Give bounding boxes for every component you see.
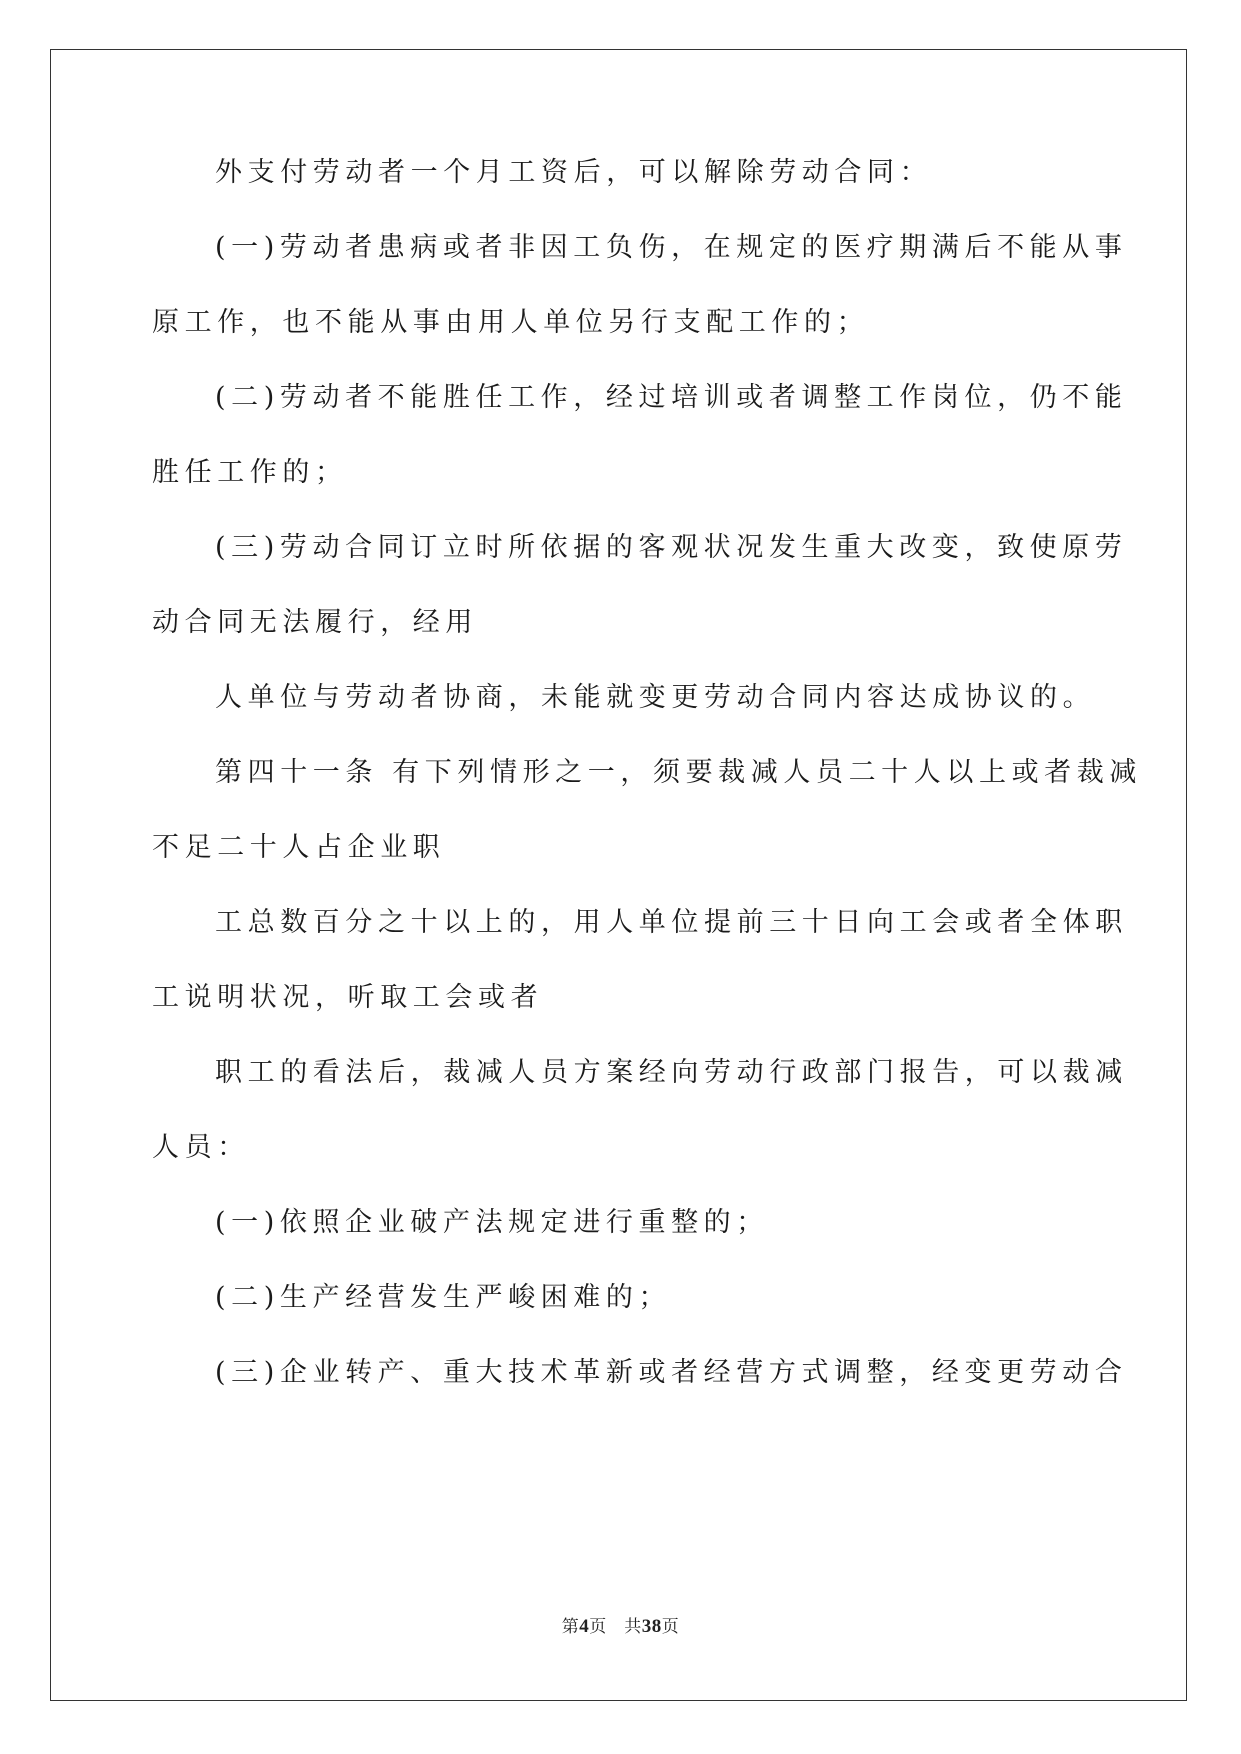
paragraph-line: (二)生产经营发生严峻困难的；	[215, 1282, 672, 1313]
paragraph-line: (二)劳动者不能胜任工作，经过培训或者调整工作岗位，仍不能	[215, 382, 1128, 413]
paragraph-line: 胜任工作的；	[152, 457, 348, 488]
page-prefix: 第	[561, 1617, 580, 1637]
paragraph-line: 人员：	[152, 1132, 250, 1163]
paragraph-line: 不足二十人占企业职	[152, 832, 446, 863]
paragraph-line: 人单位与劳动者协商，未能就变更劳动合同内容达成协议的。	[215, 682, 1096, 713]
paragraph-line: 工总数百分之十以上的，用人单位提前三十日向工会或者全体职	[215, 907, 1128, 938]
paragraph-line: 动合同无法履行，经用	[152, 607, 478, 638]
paragraph-line: 职工的看法后，裁减人员方案经向劳动行政部门报告，可以裁减	[215, 1057, 1128, 1088]
page-suffix: 页	[661, 1617, 680, 1637]
paragraph-line: (一)依照企业破产法规定进行重整的；	[215, 1207, 769, 1238]
page-footer	[0, 1612, 1241, 1638]
paragraph-line: 原工作，也不能从事由用人单位另行支配工作的；	[152, 307, 870, 338]
paragraph-line: (一)劳动者患病或者非因工负伤，在规定的医疗期满后不能从事	[215, 232, 1128, 263]
paragraph-line: 工说明状况，听取工会或者	[152, 982, 544, 1013]
page-mid: 页 共	[589, 1617, 642, 1637]
paragraph-line: 第四十一条 有下列情形之一，须要裁减人员二十人以上或者裁减	[215, 757, 1142, 788]
paragraph-line: 外支付劳动者一个月工资后，可以解除劳动合同：	[215, 157, 933, 188]
page-border	[50, 49, 1187, 1701]
paragraph-line: (三)劳动合同订立时所依据的客观状况发生重大改变，致使原劳	[215, 532, 1128, 563]
page-total: 38	[641, 1616, 662, 1637]
paragraph-line: (三)企业转产、重大技术革新或者经营方式调整，经变更劳动合	[215, 1357, 1128, 1388]
page-number: 4	[579, 1616, 590, 1637]
